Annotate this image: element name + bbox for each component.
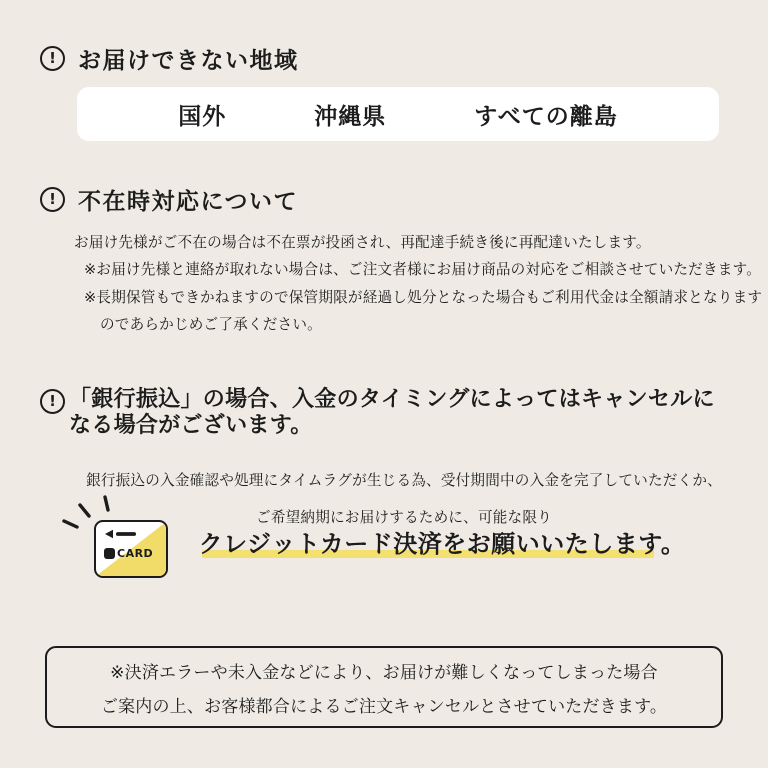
section-header-bank-transfer (40, 387, 715, 439)
bank-transfer-body-line2: ご希望納期にお届けするために、可能な限り (256, 509, 552, 526)
undeliverable-areas-box (77, 87, 719, 141)
bank-transfer-title-line2: なる場合がございます。 (69, 413, 313, 438)
absence-handling-body (74, 229, 763, 339)
section-title-absence-handling: 不在時対応について (78, 189, 299, 215)
credit-card-request-text: クレジットカード決済をお願いいたします。 (198, 530, 686, 558)
bank-transfer-body-line1: 銀行振込の入金確認や処理にタイムラグが生じる為、受付期間中の入金を完了していただくか、 (86, 472, 722, 489)
section-title-bank-transfer (69, 387, 715, 439)
cancel-notice-line1: ※決済エラーや未入金などにより、お届けが難しくなってしまった場合 (110, 662, 658, 683)
exclamation-circle-icon: ! (40, 46, 65, 71)
card-chip-icon (104, 548, 115, 559)
payment-cancel-notice-box (45, 646, 723, 728)
area-item-overseas: 国外 (178, 103, 227, 130)
section-header-absence-handling (40, 183, 298, 216)
section-header-undeliverable-areas (40, 42, 299, 75)
absence-line-1: お届け先様がご不在の場合は不在票が投函され、再配達手続き後に再配達いたします。 (74, 234, 651, 251)
exclamation-circle-icon: ! (40, 187, 65, 212)
section-title-undeliverable-areas: お届けできない地域 (78, 48, 299, 74)
absence-line-3: ※長期保管もできかねますので保管期限が経過し処分となった場合もご利用代金は全額請求となります (84, 288, 763, 306)
area-item-remote-islands: すべての離島 (474, 103, 618, 130)
absence-line-2: ※お届け先様と連絡が取れない場合は、ご注文者様にお届け商品の対応をご相談させていただきます。 (84, 261, 761, 279)
cancel-notice-line2: ご案内の上、お客様都合によるご注文キャンセルとさせていただきます。 (100, 696, 668, 717)
bank-transfer-title-line1: 「銀行振込」の場合、入金のタイミングによってはキャンセルに (69, 387, 715, 412)
absence-line-4: のであらかじめご了承ください。 (100, 316, 322, 334)
area-item-okinawa: 沖縄県 (314, 103, 387, 130)
card-label-text: CARD (117, 547, 154, 560)
card-arrow-icon (104, 529, 140, 539)
card-label (104, 547, 153, 560)
exclamation-circle-icon: ! (40, 389, 65, 414)
credit-card-icon (94, 520, 168, 578)
